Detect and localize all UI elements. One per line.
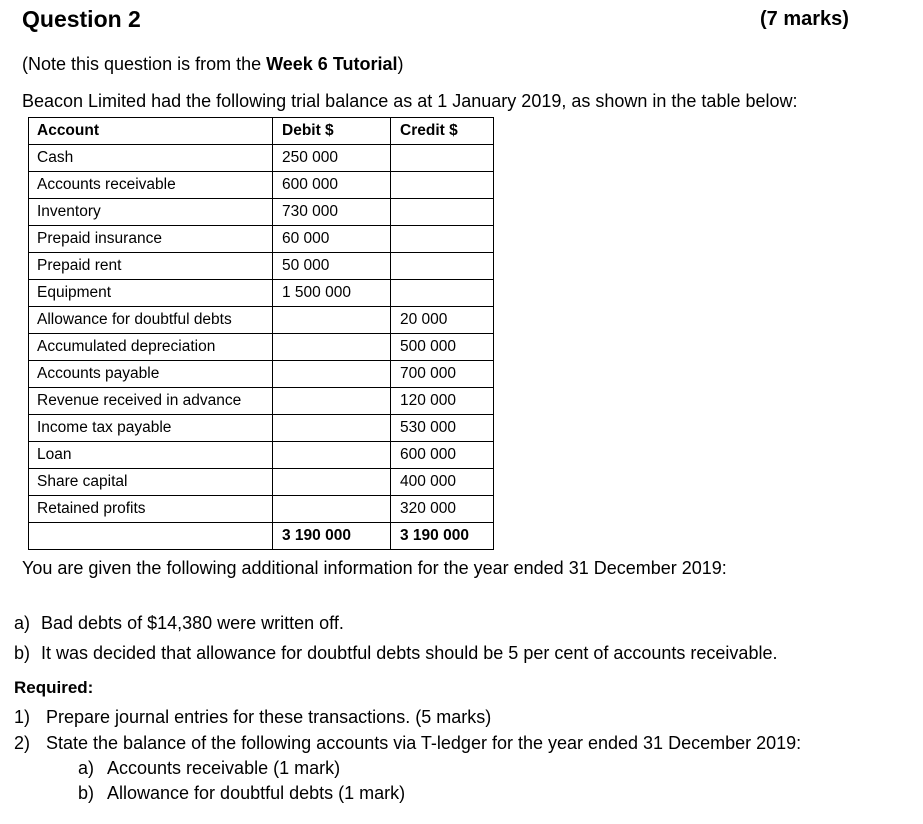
header-debit: Debit $ xyxy=(273,118,391,145)
debit-cell xyxy=(273,496,391,523)
account-cell: Loan xyxy=(29,442,273,469)
credit-cell: 530 000 xyxy=(391,415,494,442)
table-row xyxy=(29,388,494,415)
table-row xyxy=(29,172,494,199)
credit-cell xyxy=(391,253,494,280)
debit-cell: 1 500 000 xyxy=(273,280,391,307)
debit-cell: 60 000 xyxy=(273,226,391,253)
debit-cell xyxy=(273,415,391,442)
header-credit: Credit $ xyxy=(391,118,494,145)
note-suffix: ) xyxy=(397,54,404,74)
credit-cell: 320 000 xyxy=(391,496,494,523)
account-cell: Prepaid insurance xyxy=(29,226,273,253)
required-item-text: State the balance of the following accounts via T-ledger for the year ended 31 December 2019: xyxy=(46,733,802,753)
account-cell: Retained profits xyxy=(29,496,273,523)
table-row xyxy=(29,496,494,523)
total-credit-cell: 3 190 000 xyxy=(391,523,494,550)
table-row xyxy=(29,334,494,361)
account-cell: Revenue received in advance xyxy=(29,388,273,415)
table-row xyxy=(29,280,494,307)
account-cell: Prepaid rent xyxy=(29,253,273,280)
table-header-row xyxy=(29,118,494,145)
question-note xyxy=(22,54,403,75)
table-row xyxy=(29,415,494,442)
account-cell: Cash xyxy=(29,145,273,172)
debit-cell xyxy=(273,307,391,334)
required-heading: Required: xyxy=(14,678,94,697)
table-row xyxy=(29,145,494,172)
credit-cell xyxy=(391,226,494,253)
required-item-marker: 1) xyxy=(14,707,31,727)
debit-cell xyxy=(273,469,391,496)
header-account: Account xyxy=(29,118,273,145)
credit-cell: 120 000 xyxy=(391,388,494,415)
table-total-row xyxy=(29,523,494,550)
additional-item-marker: b) xyxy=(14,643,31,663)
additional-item-text: It was decided that allowance for doubtful debts should be 5 per cent of accounts receivable. xyxy=(41,643,778,663)
required-subitem-marker: b) xyxy=(78,783,95,803)
credit-cell xyxy=(391,145,494,172)
total-account-cell xyxy=(29,523,273,550)
table-row xyxy=(29,226,494,253)
credit-cell xyxy=(391,199,494,226)
additional-info-intro: You are given the following additional information for the year ended 31 December 2019: xyxy=(22,558,727,578)
question-title: Question 2 xyxy=(22,6,141,32)
debit-cell: 250 000 xyxy=(273,145,391,172)
required-subitem-text: Accounts receivable (1 mark) xyxy=(107,758,341,778)
trial-balance-table xyxy=(28,117,494,550)
required-item-text: Prepare journal entries for these transactions. (5 marks) xyxy=(46,707,492,727)
credit-cell: 600 000 xyxy=(391,442,494,469)
debit-cell xyxy=(273,388,391,415)
required-subitem-text: Allowance for doubtful debts (1 mark) xyxy=(107,783,406,803)
table-row xyxy=(29,442,494,469)
debit-cell: 730 000 xyxy=(273,199,391,226)
trial-balance-intro: Beacon Limited had the following trial balance as at 1 January 2019, as shown in the table below: xyxy=(22,91,798,111)
account-cell: Accumulated depreciation xyxy=(29,334,273,361)
table-row xyxy=(29,307,494,334)
debit-cell xyxy=(273,361,391,388)
debit-cell: 50 000 xyxy=(273,253,391,280)
account-cell: Accounts receivable xyxy=(29,172,273,199)
table-row xyxy=(29,469,494,496)
credit-cell xyxy=(391,172,494,199)
table-row xyxy=(29,199,494,226)
credit-cell: 20 000 xyxy=(391,307,494,334)
account-cell: Inventory xyxy=(29,199,273,226)
account-cell: Allowance for doubtful debts xyxy=(29,307,273,334)
table-row xyxy=(29,253,494,280)
debit-cell xyxy=(273,334,391,361)
table-row xyxy=(29,361,494,388)
total-debit-cell: 3 190 000 xyxy=(273,523,391,550)
account-cell: Income tax payable xyxy=(29,415,273,442)
credit-cell xyxy=(391,280,494,307)
additional-item-text: Bad debts of $14,380 were written off. xyxy=(41,613,344,633)
account-cell: Accounts payable xyxy=(29,361,273,388)
credit-cell: 700 000 xyxy=(391,361,494,388)
debit-cell: 600 000 xyxy=(273,172,391,199)
additional-item-marker: a) xyxy=(14,613,31,633)
required-item-marker: 2) xyxy=(14,733,31,753)
debit-cell xyxy=(273,442,391,469)
note-bold: Week 6 Tutorial xyxy=(266,54,398,74)
account-cell: Share capital xyxy=(29,469,273,496)
credit-cell: 500 000 xyxy=(391,334,494,361)
required-subitem-marker: a) xyxy=(78,758,95,778)
note-prefix: (Note this question is from the xyxy=(22,54,267,74)
account-cell: Equipment xyxy=(29,280,273,307)
credit-cell: 400 000 xyxy=(391,469,494,496)
question-marks: (7 marks) xyxy=(760,8,849,30)
